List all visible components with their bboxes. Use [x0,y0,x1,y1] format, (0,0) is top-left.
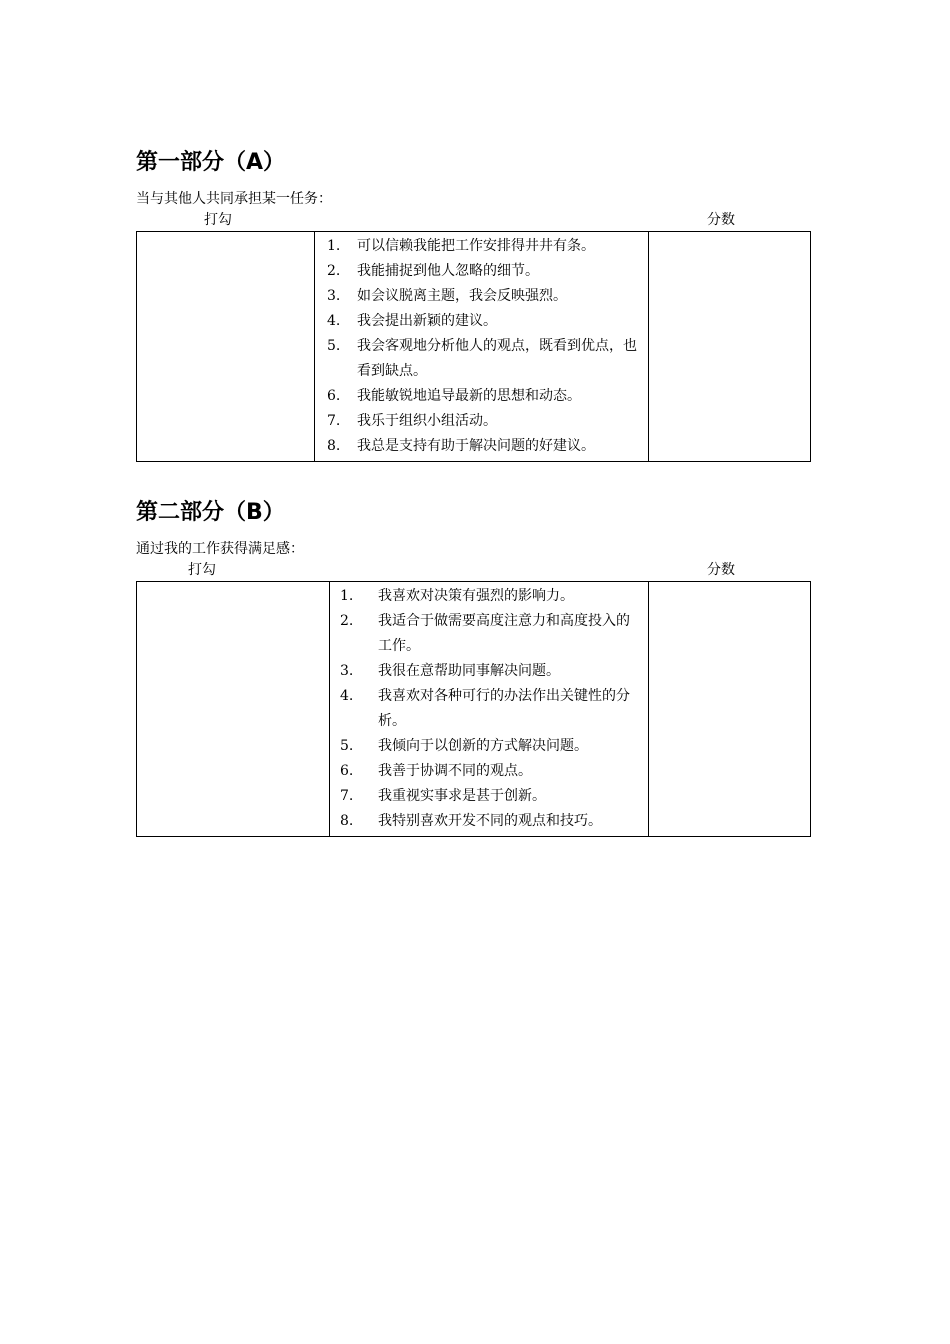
list-item: 2. 我适合于做需要高度注意力和高度投入的工作。 [340,613,630,654]
section-b [136,495,810,837]
score-column-label: 分数 [707,212,735,228]
tick-column-label: 打勾 [188,562,216,578]
section-b-items-cell [330,582,649,837]
section-b-column-labels [136,559,810,581]
list-item: 1. 可以信赖我能把工作安排得井井有条。 [327,238,595,254]
list-item: 6. 我善于协调不同的观点。 [340,763,532,779]
section-b-table [136,581,811,837]
score-column-label: 分数 [707,562,735,578]
list-item: 5. 我会客观地分析他人的观点，既看到优点，也看到缺点。 [327,338,637,379]
section-a-tick-cell[interactable] [137,232,315,462]
list-item: 5. 我倾向于以创新的方式解决问题。 [340,738,588,754]
list-item: 6. 我能敏锐地追导最新的思想和动态。 [327,388,581,404]
list-item: 7. 我重视实事求是甚于创新。 [340,788,546,804]
section-a-score-cell[interactable] [649,232,811,462]
section-a-table [136,231,811,462]
section-a-item-list [315,234,642,459]
list-item: 3. 我很在意帮助同事解决问题。 [340,663,560,679]
list-item: 4. 我喜欢对各种可行的办法作出关键性的分析。 [340,688,630,729]
section-a-intro: 当与其他人共同承担某一任务： [136,191,332,207]
section-a-items-cell [315,232,649,462]
section-a [136,145,810,462]
section-b-score-cell[interactable] [649,582,811,837]
section-a-column-labels [136,209,810,231]
list-item: 1. 我喜欢对决策有强烈的影响力。 [340,588,574,604]
list-item: 8. 我总是支持有助于解决问题的好建议。 [327,438,595,454]
list-item: 2. 我能捕捉到他人忽略的细节。 [327,263,539,279]
section-b-item-list [330,584,642,834]
list-item: 3. 如会议脱离主题，我会反映强烈。 [327,288,567,304]
section-b-intro: 通过我的工作获得满足感： [136,541,304,557]
tick-column-label: 打勾 [204,212,232,228]
section-a-heading: 第一部分（A） [136,150,286,175]
section-b-tick-cell[interactable] [137,582,330,837]
list-item: 8. 我特别喜欢开发不同的观点和技巧。 [340,813,602,829]
list-item: 4. 我会提出新颖的建议。 [327,313,497,329]
section-b-heading: 第二部分（B） [136,500,285,525]
list-item: 7. 我乐于组织小组活动。 [327,413,497,429]
